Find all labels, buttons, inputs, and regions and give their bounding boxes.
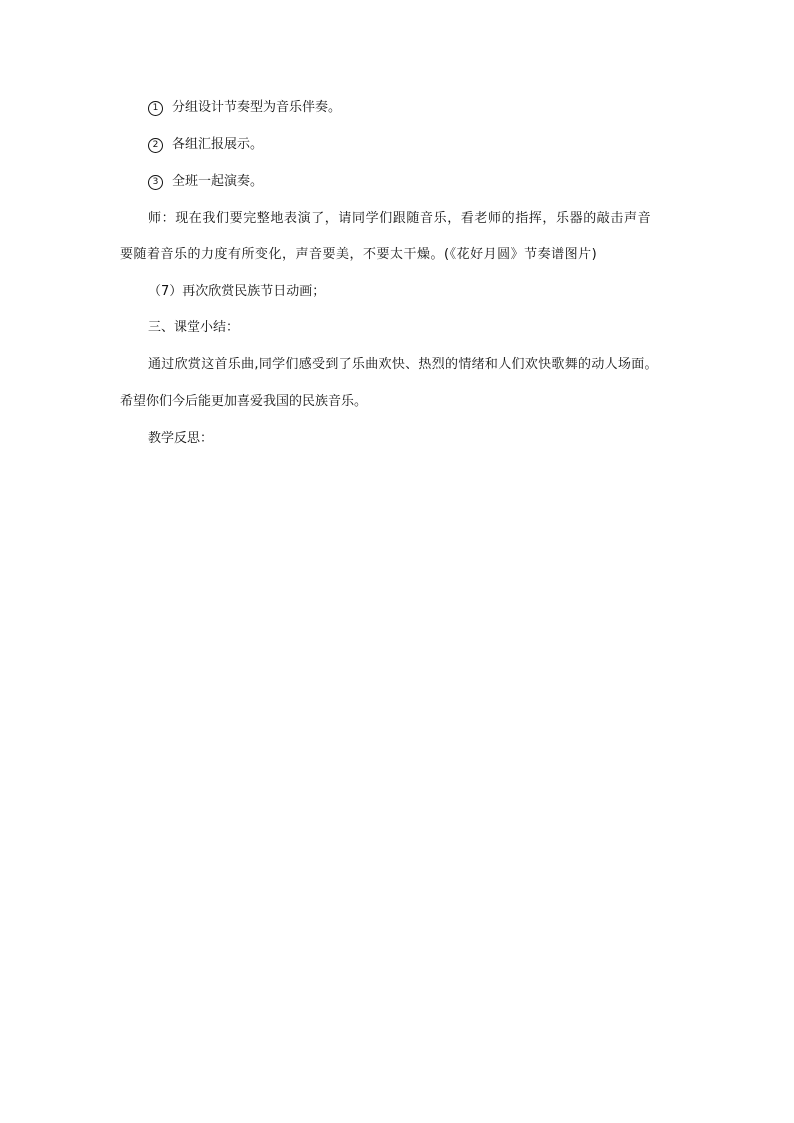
item-7: （7）再次欣赏民族节日动画； [148,284,326,299]
step-1-text: 分组设计节奏型为音乐伴奏。 [172,100,342,115]
teaching-reflection-heading: 教学反思： [148,431,214,446]
circled-number-3: 3 [148,175,163,190]
circled-number-1: 1 [148,101,163,116]
step-3-text: 全班一起演奏。 [172,174,264,189]
summary-paragraph-line-1: 通过欣赏这首乐曲,同学们感受到了乐曲欢快、热烈的情绪和人们欢快歌舞的动人场面。 [148,357,658,372]
step-3 [148,174,263,190]
step-2-text: 各组汇报展示。 [172,137,264,152]
section-heading-summary: 三、课堂小结： [148,320,240,335]
teacher-paragraph-line-1: 师：现在我们要完整地表演了，请同学们跟随音乐，看老师的指挥，乐器的敲击声音 [148,211,652,226]
circled-number-2: 2 [148,138,163,153]
teacher-paragraph-line-2: 要随着音乐的力度有所变化，声音要美，不要太干燥。(《花好月圆》节奏谱图片) [120,247,598,262]
step-2 [148,137,263,153]
summary-paragraph-line-2: 希望你们今后能更加喜爱我国的民族音乐。 [120,394,368,409]
step-1 [148,100,341,116]
